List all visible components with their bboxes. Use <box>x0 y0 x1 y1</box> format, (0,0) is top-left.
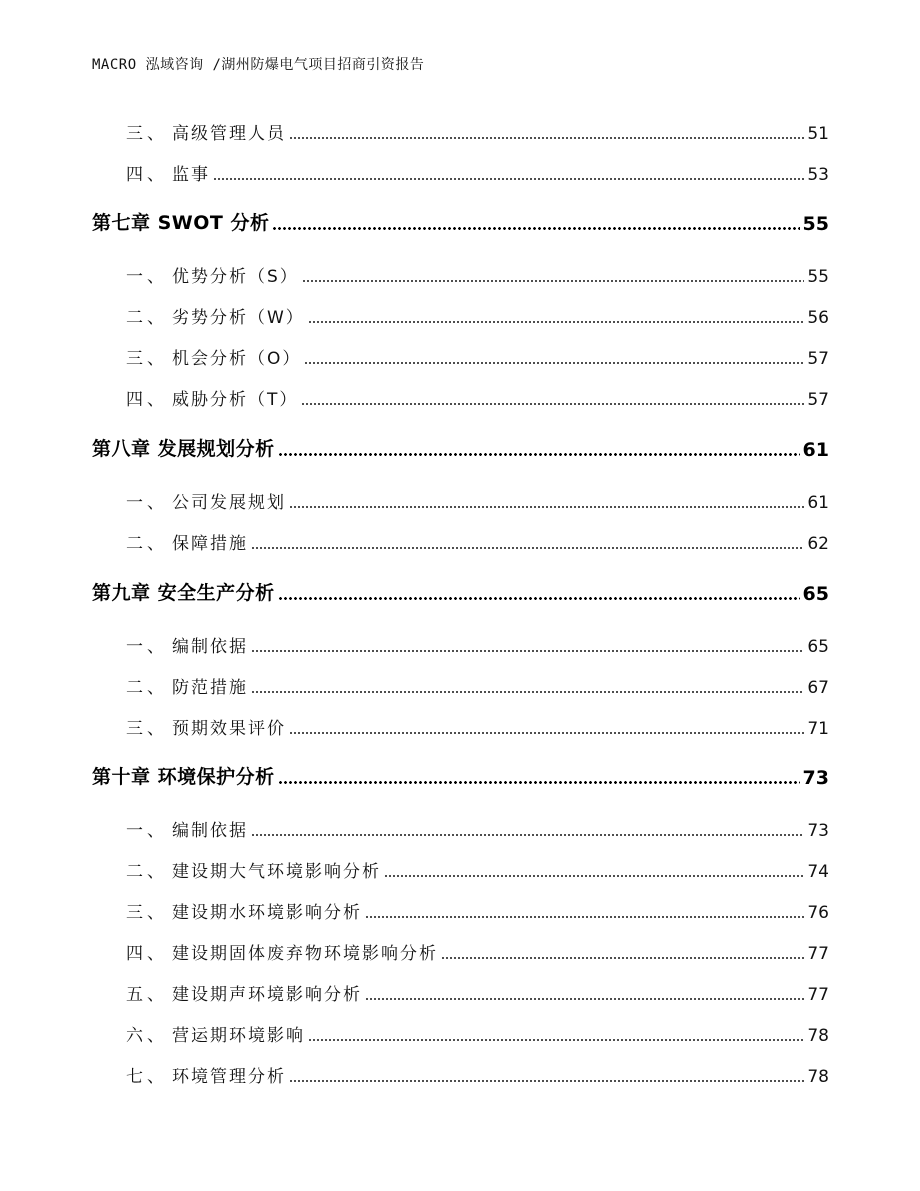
toc-entry-title: 公司发展规划 <box>172 493 286 513</box>
toc-entry[interactable] <box>0 1020 920 1050</box>
toc-entry[interactable] <box>0 384 920 414</box>
dot-leader <box>301 403 804 405</box>
dot-leader <box>289 732 804 734</box>
toc-chapter-page: 55 <box>802 213 829 235</box>
toc-entry-number: 五、 <box>126 985 168 1005</box>
toc-entry-number: 四、 <box>126 165 168 185</box>
toc-chapter[interactable] <box>0 209 920 239</box>
toc-entry-title: 监事 <box>172 165 210 185</box>
toc-entry-title: 编制依据 <box>172 637 248 657</box>
toc-entry[interactable] <box>0 897 920 927</box>
toc-entry[interactable] <box>0 631 920 661</box>
toc-entry-number: 二、 <box>126 308 168 328</box>
toc-entry[interactable] <box>0 938 920 968</box>
toc-chapter[interactable] <box>0 579 920 609</box>
toc-entry-number: 四、 <box>126 390 168 410</box>
toc-entry-title: 威胁分析（T） <box>172 390 299 410</box>
toc-chapter-title: 第九章 安全生产分析 <box>92 582 275 604</box>
toc-entry-title: 防范措施 <box>172 678 248 698</box>
toc-entry-title: 保障措施 <box>172 534 248 554</box>
toc-chapter-title: 第八章 发展规划分析 <box>92 438 275 460</box>
toc-entry[interactable] <box>0 261 920 291</box>
dot-leader <box>365 916 804 918</box>
dot-leader <box>251 547 804 549</box>
toc-entry-number: 二、 <box>126 534 168 554</box>
toc-entry[interactable] <box>0 302 920 332</box>
toc-entry-page: 61 <box>807 493 829 513</box>
toc-entry-page: 76 <box>807 903 829 923</box>
toc-entry[interactable] <box>0 118 920 148</box>
toc-entry-number: 一、 <box>126 267 168 287</box>
toc-entry-title: 劣势分析（W） <box>172 308 305 328</box>
toc-entry-number: 三、 <box>126 903 168 923</box>
toc-entry-title: 预期效果评价 <box>172 719 286 739</box>
toc-entry-page: 51 <box>807 124 829 144</box>
toc-entry-title: 建设期水环境影响分析 <box>172 903 362 923</box>
toc-entry[interactable] <box>0 713 920 743</box>
toc-chapter[interactable] <box>0 763 920 793</box>
toc-entry-title: 营运期环境影响 <box>172 1026 305 1046</box>
toc-chapter-title: 第十章 环境保护分析 <box>92 766 275 788</box>
toc-entry-title: 建设期声环境影响分析 <box>172 985 362 1005</box>
toc-chapter[interactable] <box>0 435 920 465</box>
toc-chapter-page: 61 <box>802 439 829 461</box>
page-header: MACRO 泓域咨询 /湖州防爆电气项目招商引资报告 <box>92 57 425 73</box>
toc-entry-number: 三、 <box>126 719 168 739</box>
toc-chapter-title: 第七章 SWOT 分析 <box>92 212 270 234</box>
toc-entry-number: 一、 <box>126 821 168 841</box>
toc-entry-page: 57 <box>807 390 829 410</box>
dot-leader <box>289 137 804 139</box>
toc-entry-page: 77 <box>807 944 829 964</box>
toc-entry-page: 74 <box>807 862 829 882</box>
dot-leader <box>384 875 804 877</box>
dot-leader <box>289 1080 804 1082</box>
dot-leader <box>365 998 804 1000</box>
toc-entry[interactable] <box>0 1061 920 1091</box>
toc-entry[interactable] <box>0 672 920 702</box>
toc-entry[interactable] <box>0 343 920 373</box>
toc-chapter-page: 73 <box>802 767 829 789</box>
toc-entry-page: 71 <box>807 719 829 739</box>
dot-leader <box>213 178 804 180</box>
toc-entry-page: 62 <box>807 534 829 554</box>
toc-entry-title: 高级管理人员 <box>172 124 286 144</box>
toc-entry-page: 78 <box>807 1026 829 1046</box>
toc-entry[interactable] <box>0 979 920 1009</box>
toc-entry-page: 56 <box>807 308 829 328</box>
toc-entry-number: 七、 <box>126 1067 168 1087</box>
toc-entry-number: 三、 <box>126 349 168 369</box>
toc-entry-title: 机会分析（O） <box>172 349 302 369</box>
toc-chapter-page: 65 <box>802 583 829 605</box>
toc-entry-title: 编制依据 <box>172 821 248 841</box>
dot-leader <box>308 321 805 323</box>
dot-leader <box>278 453 800 456</box>
toc-entry-page: 67 <box>807 678 829 698</box>
toc-entry-number: 三、 <box>126 124 168 144</box>
dot-leader <box>278 781 800 784</box>
dot-leader <box>251 650 804 652</box>
dot-leader <box>251 691 804 693</box>
toc-entry-page: 65 <box>807 637 829 657</box>
toc-entry-title: 建设期固体废弃物环境影响分析 <box>172 944 438 964</box>
toc-entry-number: 一、 <box>126 493 168 513</box>
toc-entry-title: 优势分析（S） <box>172 267 299 287</box>
dot-leader <box>278 597 800 600</box>
toc-entry[interactable] <box>0 487 920 517</box>
dot-leader <box>302 280 805 282</box>
toc-entry-page: 55 <box>807 267 829 287</box>
toc-entry-title: 环境管理分析 <box>172 1067 286 1087</box>
toc-entry-page: 73 <box>807 821 829 841</box>
toc-entry-page: 77 <box>807 985 829 1005</box>
toc-entry-title: 建设期大气环境影响分析 <box>172 862 381 882</box>
dot-leader <box>272 227 799 230</box>
toc-entry-number: 二、 <box>126 678 168 698</box>
toc-entry-page: 53 <box>807 165 829 185</box>
toc-entry-number: 一、 <box>126 637 168 657</box>
toc-entry[interactable] <box>0 815 920 845</box>
toc-entry[interactable] <box>0 856 920 886</box>
toc-entry-number: 六、 <box>126 1026 168 1046</box>
toc-entry-page: 78 <box>807 1067 829 1087</box>
toc-entry-page: 57 <box>807 349 829 369</box>
dot-leader <box>308 1039 804 1041</box>
toc-entry[interactable] <box>0 528 920 558</box>
toc-entry[interactable] <box>0 159 920 189</box>
toc-entry-number: 二、 <box>126 862 168 882</box>
dot-leader <box>251 834 804 836</box>
toc-entry-number: 四、 <box>126 944 168 964</box>
dot-leader <box>289 506 804 508</box>
dot-leader <box>441 957 804 959</box>
dot-leader <box>304 362 804 364</box>
